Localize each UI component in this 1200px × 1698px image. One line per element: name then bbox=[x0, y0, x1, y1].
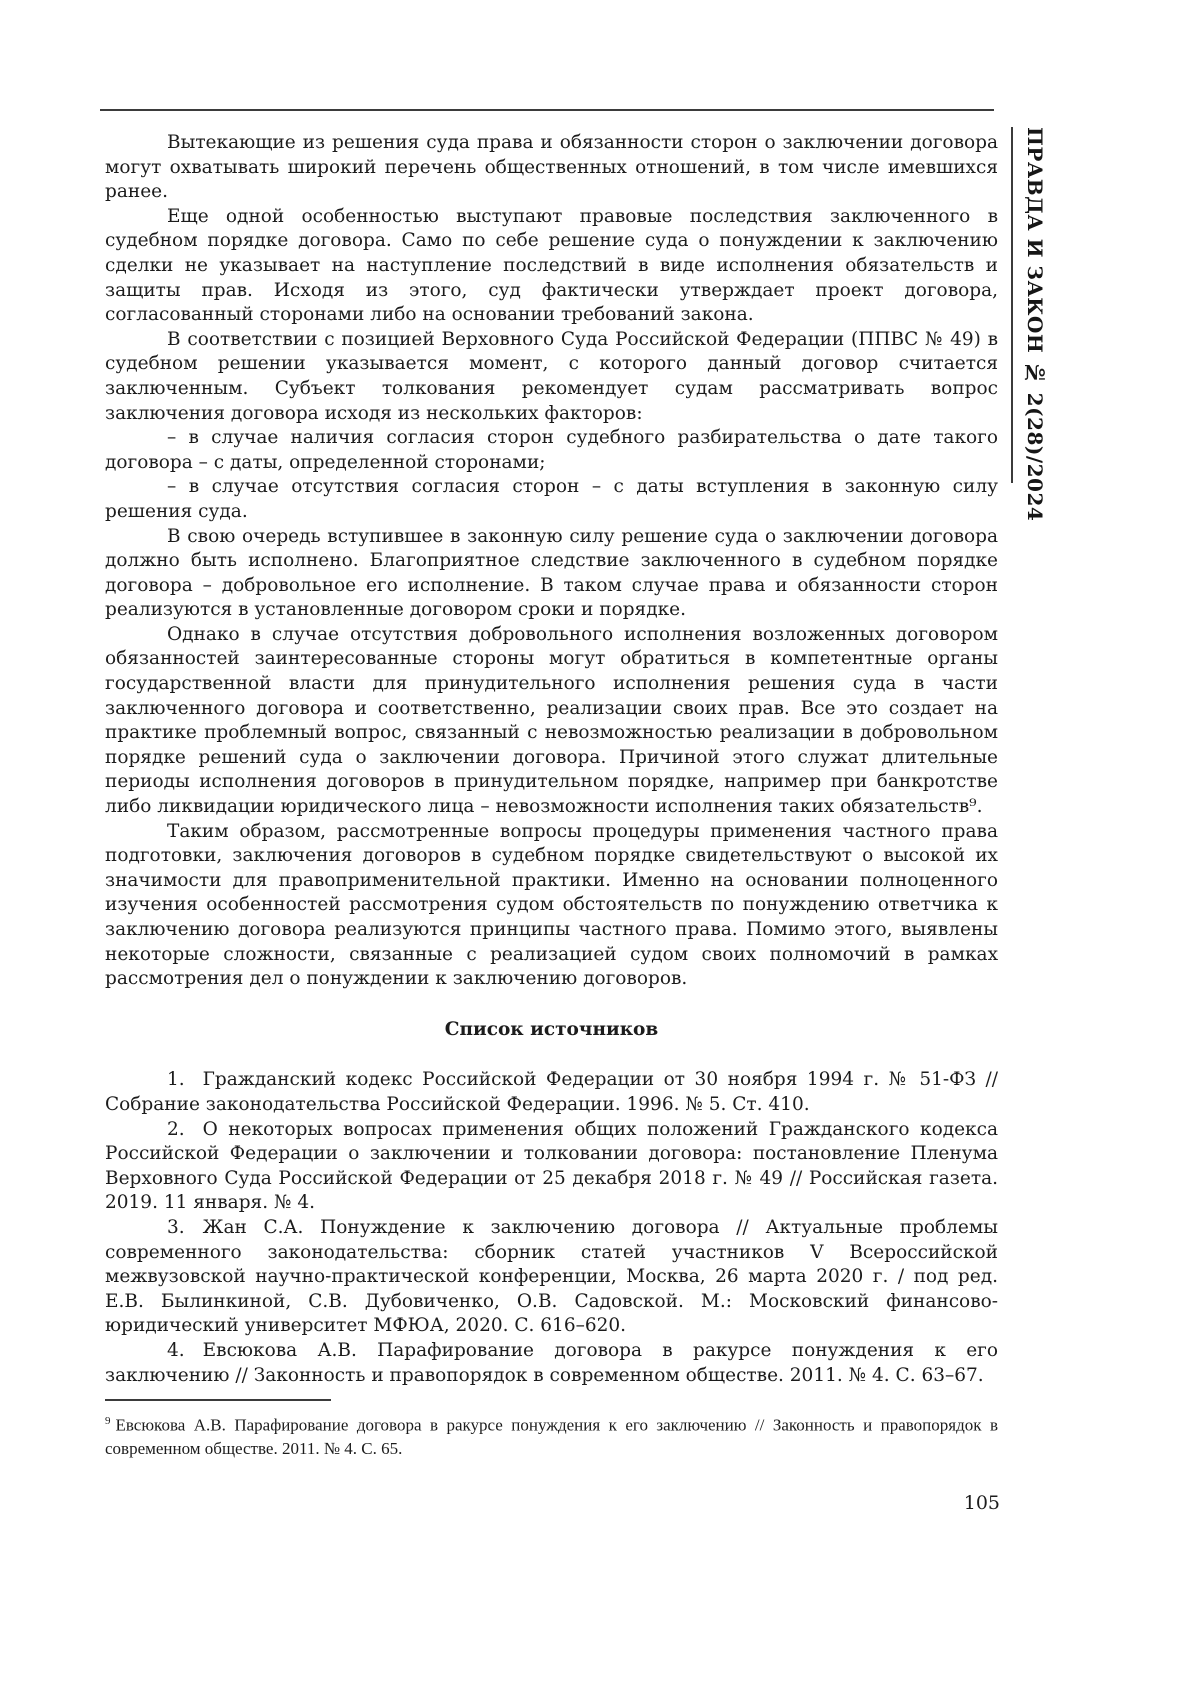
footnote-text: Евсюкова А.В. Парафирование договора в ракурсе понуждения к его заключению // Законность и правопорядок в современном обществе. 2011. № 4. С. 65. bbox=[105, 1415, 998, 1459]
header-rule bbox=[100, 109, 994, 111]
article-body bbox=[105, 131, 998, 1388]
body-list-item: – в случае наличия согласия сторон судебного разбирательства о дате такого договора – с даты, определенной сторонами; bbox=[105, 427, 998, 473]
source-item bbox=[105, 1068, 998, 1117]
body-paragraph: В свою очередь вступившее в законную силу решение суда о заключении договора должно быть исполнено. Благоприятное следствие заключенного в судебном порядке договора – добровольное его исполнение. В таком случае права и обязанности сторон реализуются в установленные договором сроки и порядке. bbox=[105, 525, 998, 621]
source-text: Гражданский кодекс Российской Федерации от 30 ноября 1994 г. № 51-ФЗ // Собрание законодательства Российской Федерации. 1996. № 5. Ст. 410. bbox=[105, 1069, 998, 1115]
page-number: 105 bbox=[963, 1492, 1000, 1514]
source-number: 1. bbox=[167, 1069, 185, 1091]
journal-title-vertical: ПРАВДА И ЗАКОН № 2(28)/2024 bbox=[1023, 127, 1047, 522]
body-paragraph: Вытекающие из решения суда права и обязанности сторон о заключении договора могут охватывать широкий перечень общественных отношений, в том числе имевшихся ранее. bbox=[105, 132, 998, 203]
sources-heading: Список источников bbox=[444, 1018, 659, 1040]
body-paragraph: Однако в случае отсутствия добровольного исполнения возложенных договором обязанностей заинтересованные стороны могут обратиться в компетентные органы государственной власти для принудительного исполнения решения суда в части заключенного договора и соответственно, реализации своих прав. Все это создает на практике проблемный вопрос, связанный с невозможностью реализации в добровольном порядке решений суда о заключении договора. Причиной этого служат длительные периоды исполнения договоров в принудительном порядке, например при банкротстве либо ликвидации юридического лица – невозможности исполнения таких обязательств⁹. bbox=[105, 623, 998, 818]
footnote-rule bbox=[105, 1399, 331, 1401]
footnote-marker: 9 bbox=[105, 1415, 111, 1427]
body-paragraph: Еще одной особенностью выступают правовые последствия заключенного в судебном порядке договора. Само по себе решение суда о понуждении к заключению сделки не указывает на наступление последствий в виде исполнения обязательств и защиты прав. Исходя из этого, суд фактически утверждает проект договора, согласованный сторонами либо на основании требований закона. bbox=[105, 205, 998, 326]
source-item bbox=[105, 1339, 998, 1388]
source-number: 3. bbox=[167, 1216, 185, 1238]
source-text: О некоторых вопросах применения общих положений Гражданского кодекса Российской Федерации о заключении и толковании договора: постановление Пленума Верховного Суда Российской Федерации от 25 декабря 2018 г. № 49 // Российская газета. 2019. 11 января. № 4. bbox=[105, 1118, 998, 1214]
source-item bbox=[105, 1216, 998, 1339]
body-paragraph: Таким образом, рассмотренные вопросы процедуры применения частного права подготовки, заключения договоров в судебном порядке свидетельствуют о высокой их значимости для правоприменительной практики. Именно на основании полноценного изучения особенностей рассмотрения судом обстоятельств по понуждению ответчика к заключению договора реализуются принципы частного права. Помимо этого, выявлены некоторые сложности, связанные с реализацией судом своих полномочий в рамках рассмотрения дел о понуждении к заключению договоров. bbox=[105, 820, 998, 990]
footnote-area bbox=[105, 1399, 998, 1461]
source-item bbox=[105, 1118, 998, 1216]
source-number: 2. bbox=[167, 1118, 185, 1140]
body-list-item: – в случае отсутствия согласия сторон – с даты вступления в законную силу решения суда. bbox=[105, 476, 998, 522]
body-paragraph: В соответствии с позицией Верховного Суда Российской Федерации (ППВС № 49) в судебном решении указывается момент, с которого данный договор считается заключенным. Субъект толкования рекомендует судам рассматривать вопрос заключения договора исходя из нескольких факторов: bbox=[105, 328, 998, 424]
source-text: Евсюкова А.В. Парафирование договора в ракурсе понуждения к его заключению // Законность и правопорядок в современном обществе. 2011. № 4. С. 63–67. bbox=[105, 1339, 998, 1386]
footnote bbox=[105, 1410, 998, 1461]
source-number: 4. bbox=[167, 1339, 185, 1361]
source-text: Жан С.А. Понуждение к заключению договора // Актуальные проблемы современного законодательства: сборник статей участников V Всероссийской межвузовской научно-практической конференции, Москва, 26 марта 2020 г. / под ред. Е.В. Былинкиной, С.В. Дубовиченко, О.В. Садовской. М.: Московский финансово-юридический университет МФЮА, 2020. С. 616–620. bbox=[105, 1216, 998, 1337]
journal-title-rule bbox=[1011, 127, 1013, 483]
